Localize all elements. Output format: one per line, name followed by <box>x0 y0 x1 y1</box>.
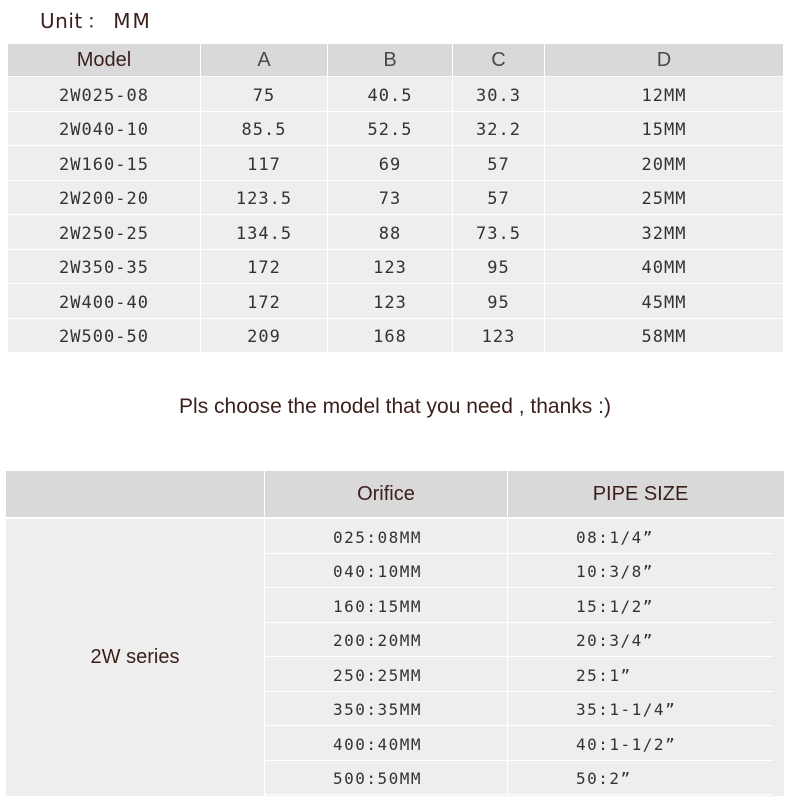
header-pipe-size: PIPE SIZE <box>592 482 689 505</box>
model-cell: 2W200-20 <box>8 181 201 215</box>
c-cell: 32.2 <box>453 112 545 146</box>
dimensions-table-header <box>8 44 783 77</box>
table-row <box>265 761 773 796</box>
pipe-size-cell: 25:1” <box>576 665 632 685</box>
c-cell: 57 <box>453 146 545 180</box>
c-cell: 123 <box>453 319 545 353</box>
c-cell: 95 <box>453 284 545 318</box>
unit-label-text: Unit <box>40 9 83 33</box>
table-row <box>265 692 773 727</box>
c-cell: 30.3 <box>453 77 545 111</box>
b-cell: 88 <box>328 215 453 249</box>
c-cell: 57 <box>453 181 545 215</box>
dimensions-table <box>8 44 783 353</box>
orifice-cell: 200:20MM <box>265 623 508 657</box>
header-b: B <box>328 44 453 76</box>
c-cell: 95 <box>453 250 545 284</box>
table-row <box>8 215 783 250</box>
orifice-cell: 400:40MM <box>265 726 508 760</box>
orifice-cell: 350:35MM <box>265 692 508 726</box>
b-cell: 52.5 <box>328 112 453 146</box>
table-row <box>8 112 783 147</box>
table-row <box>265 623 773 658</box>
orifice-cell: 040:10MM <box>265 554 508 588</box>
b-cell: 40.5 <box>328 77 453 111</box>
a-cell: 134.5 <box>201 215 328 249</box>
a-cell: 117 <box>201 146 328 180</box>
model-cell: 2W250-25 <box>8 215 201 249</box>
header-model: Model <box>8 44 201 76</box>
pipe-size-table-body <box>265 519 773 795</box>
a-cell: 123.5 <box>201 181 328 215</box>
unit-label <box>40 6 152 36</box>
pipe-size-table-header <box>6 471 784 519</box>
header-d: D <box>656 48 672 71</box>
d-cell: 20MM <box>641 154 687 175</box>
d-cell: 58MM <box>641 327 687 348</box>
table-row <box>265 588 773 623</box>
a-cell: 75 <box>201 77 328 111</box>
header-c: C <box>453 44 545 76</box>
d-cell: 32MM <box>641 223 687 244</box>
pipe-size-cell: 10:3/8” <box>576 562 654 582</box>
header-a: A <box>201 44 328 76</box>
a-cell: 172 <box>201 250 328 284</box>
table-row <box>8 284 783 319</box>
d-cell: 45MM <box>641 292 687 313</box>
orifice-cell: 025:08MM <box>265 519 508 553</box>
d-cell: 25MM <box>641 189 687 210</box>
table-row <box>265 554 773 589</box>
pipe-size-cell: 15:1/2” <box>576 596 654 616</box>
d-cell: 15MM <box>641 120 687 141</box>
model-cell: 2W400-40 <box>8 284 201 318</box>
table-row <box>265 726 773 761</box>
model-cell: 2W040-10 <box>8 112 201 146</box>
table-row <box>265 657 773 692</box>
b-cell: 123 <box>328 250 453 284</box>
d-cell: 40MM <box>641 258 687 279</box>
pipe-size-cell: 20:3/4” <box>576 631 654 651</box>
pipe-size-cell: 35:1-1/4” <box>576 700 677 720</box>
orifice-cell: 160:15MM <box>265 588 508 622</box>
b-cell: 69 <box>328 146 453 180</box>
a-cell: 172 <box>201 284 328 318</box>
model-cell: 2W350-35 <box>8 250 201 284</box>
pipe-size-cell: 40:1-1/2” <box>576 734 677 754</box>
header-orifice: Orifice <box>265 471 508 517</box>
selection-note: Pls choose the model that you need , thanks :) <box>179 395 611 418</box>
pipe-size-table <box>6 471 784 796</box>
model-cell: 2W160-15 <box>8 146 201 180</box>
table-row <box>8 181 783 216</box>
orifice-cell: 500:50MM <box>265 761 508 795</box>
a-cell: 209 <box>201 319 328 353</box>
table-row <box>8 146 783 181</box>
model-cell: 2W500-50 <box>8 319 201 353</box>
unit-value: MM <box>113 9 152 33</box>
c-cell: 73.5 <box>453 215 545 249</box>
series-cell: 2W series <box>6 519 265 796</box>
model-cell: 2W025-08 <box>8 77 201 111</box>
b-cell: 73 <box>328 181 453 215</box>
header-series <box>6 471 265 517</box>
pipe-size-cell: 08:1/4” <box>576 527 654 547</box>
b-cell: 168 <box>328 319 453 353</box>
b-cell: 123 <box>328 284 453 318</box>
orifice-cell: 250:25MM <box>265 657 508 691</box>
table-row <box>8 250 783 285</box>
table-row <box>8 319 783 354</box>
unit-separator: ： <box>86 9 108 33</box>
pipe-size-cell: 50:2” <box>576 769 632 789</box>
table-row <box>8 77 783 112</box>
d-cell: 12MM <box>641 85 687 106</box>
a-cell: 85.5 <box>201 112 328 146</box>
table-row <box>265 519 773 554</box>
